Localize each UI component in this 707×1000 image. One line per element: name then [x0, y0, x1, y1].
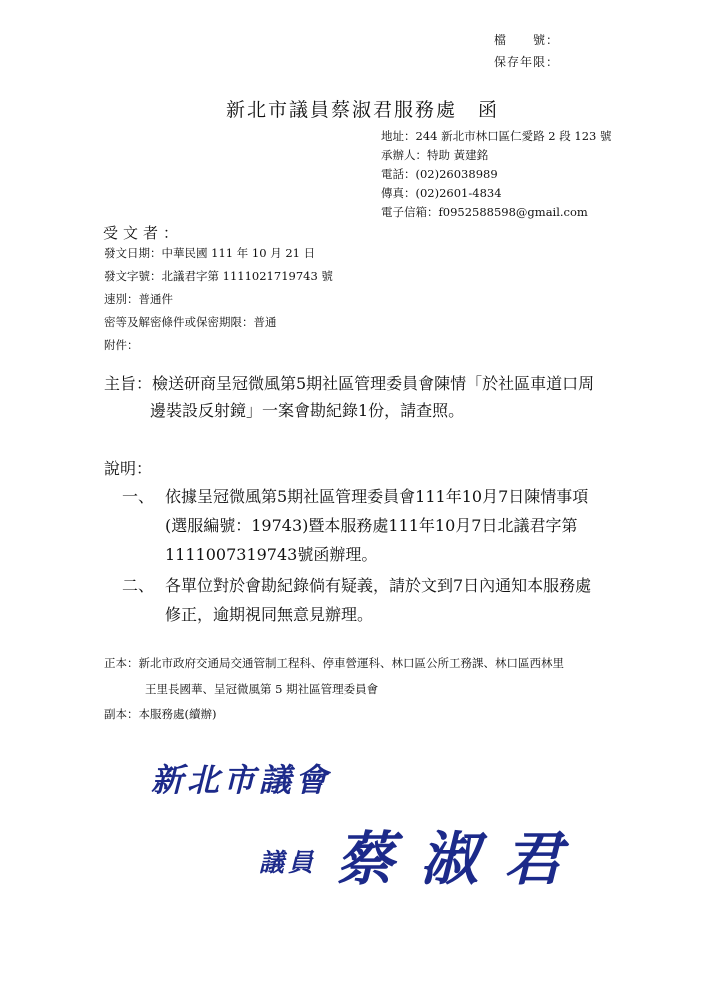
- main-recipients-line-1: 正本：新北市政府交通局交通管制工程科、停車營運科、林口區公所工務課、林口區西林里: [104, 656, 564, 670]
- subject-line-2: 邊裝設反射鏡」一案會勘紀錄1份，請查照。: [150, 401, 465, 420]
- item-2-marker: 二、: [122, 576, 155, 595]
- secrecy-level: 密等及解密條件或保密期限：普通: [104, 315, 277, 329]
- explanation-label: 說明：: [104, 459, 153, 478]
- signature-name: 蔡淑君: [336, 825, 589, 893]
- address: 地址：244 新北市林口區仁愛路 2 段 123 號: [381, 129, 612, 143]
- item-1-marker: 一、: [122, 487, 155, 506]
- issue-number: 發文字號：北議君字第 1111021719743 號: [104, 269, 333, 283]
- attachment-label: 附件：: [104, 338, 139, 352]
- handler: 承辦人：特助 黃建銘: [381, 148, 489, 162]
- item-2-line-1: 各單位對於會勘紀錄倘有疑義，請於文到7日內通知本服務處: [165, 576, 592, 595]
- item-1-line-1: 依據呈冠微風第5期社區管理委員會111年10月7日陳情事項: [165, 487, 589, 506]
- fax: 傳真：(02)2601-4834: [381, 186, 502, 200]
- phone: 電話：(02)26038989: [381, 167, 498, 181]
- email: 電子信箱：f0952588598@gmail.com: [381, 205, 588, 219]
- subject-line-1: 主旨：檢送研商呈冠微風第5期社區管理委員會陳情「於社區車道口周: [104, 374, 595, 393]
- recipient-label: 受文者：: [103, 224, 184, 242]
- file-number-label: 檔 號：: [494, 33, 560, 47]
- retention-period-label: 保存年限：: [494, 55, 560, 69]
- document-title: 新北市議員蔡淑君服務處 函: [226, 99, 500, 121]
- issue-date: 發文日期：中華民國 111 年 10 月 21 日: [104, 246, 316, 260]
- copy-recipients: 副本：本服務處(續辦): [104, 707, 217, 721]
- signature-role: 議員: [259, 848, 318, 877]
- item-1-line-2: (選服編號：19743)暨本服務處111年10月7日北議君字第: [165, 516, 578, 535]
- item-1-line-3: 1111007319743號函辦理。: [165, 545, 378, 564]
- speed-class: 速別：普通件: [104, 292, 173, 306]
- item-2-line-2: 修正，逾期視同無意見辦理。: [165, 605, 374, 624]
- main-recipients-line-2: 王里長國華、呈冠微風第 5 期社區管理委員會: [145, 682, 379, 696]
- signature-org: 新北市議會: [151, 761, 332, 799]
